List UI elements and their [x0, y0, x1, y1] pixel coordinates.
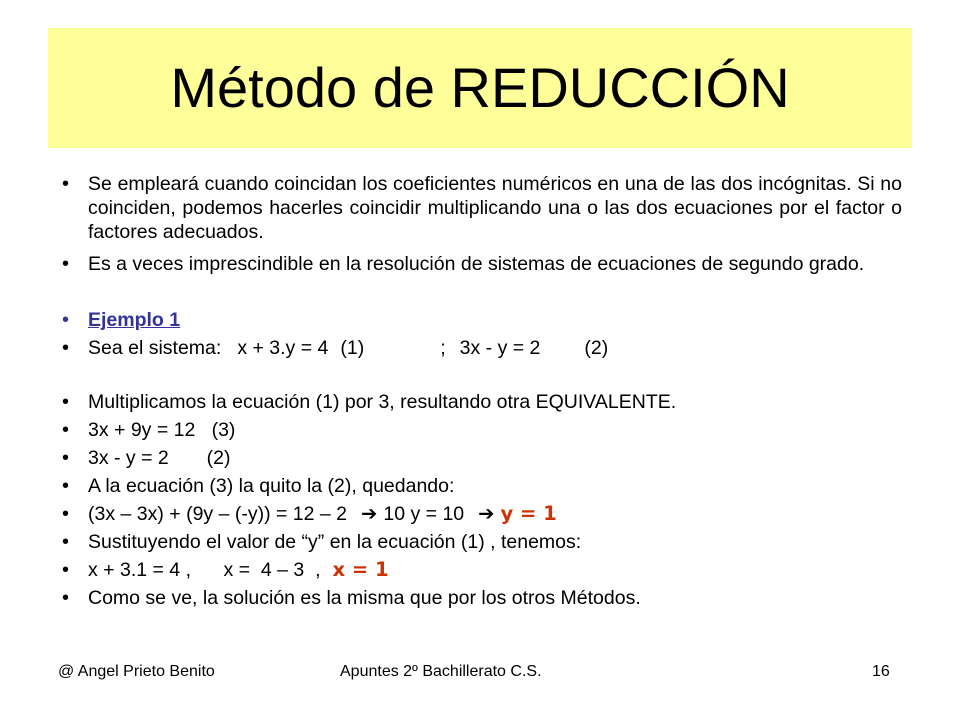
- footer-author: @ Angel Prieto Benito: [58, 663, 215, 680]
- slide-title: Método de REDUCCIÓN: [170, 56, 790, 119]
- equation-separator: ;: [440, 337, 446, 359]
- bullet-system: [60, 336, 902, 360]
- intermediate-equation: 10 y = 10: [383, 503, 465, 525]
- equation-1-tag: (1): [340, 337, 365, 359]
- bullet-multiply-step: • Multiplicamos la ecuación (1) por 3, resultando otra EQUIVALENTE.: [60, 390, 902, 414]
- x-computation-expression: x + 3.1 = 4 , x = 4 – 3 ,: [88, 559, 321, 581]
- right-arrow-icon: ➔: [361, 502, 378, 525]
- footer-course: Apuntes 2º Bachillerato C.S.: [340, 663, 542, 680]
- bullet-list: [60, 172, 902, 610]
- bullet-second-degree-note: • Es a veces imprescindible en la resolución de sistemas de ecuaciones de segundo grado.: [60, 252, 902, 276]
- example-1-link[interactable]: Ejemplo 1: [88, 309, 181, 331]
- bullet-equation-3: • 3x + 9y = 12 (3): [60, 418, 902, 442]
- bullet-substitution-step: • Sustituyendo el valor de “y” en la ecuación (1) , tenemos:: [60, 530, 902, 554]
- bullet-conclusion: • Como se ve, la solución es la misma que por los otros Métodos.: [60, 586, 902, 610]
- bullet-example-heading: [60, 308, 902, 332]
- equation-2: 3x - y = 2: [459, 337, 541, 359]
- subtraction-expression: (3x – 3x) + (9y – (-y)) = 12 – 2: [88, 503, 348, 525]
- bullet-x-computation: [60, 558, 902, 582]
- equation-2-tag: (2): [584, 337, 609, 359]
- system-label: Sea el sistema:: [88, 337, 222, 359]
- bullet-subtract-step: • A la ecuación (3) la quito la (2), quedando:: [60, 474, 902, 498]
- bullet-reduction-description: • Se empleará cuando coincidan los coeficientes numéricos en una de las dos incógnitas. Si no coinciden, podemos hacerles coincidir multiplicando una o las dos ecuaciones por el factor o factores adecuados.: [60, 172, 902, 244]
- equation-1: x + 3.y = 4: [237, 337, 329, 359]
- right-arrow-icon: ➔: [478, 502, 495, 525]
- bullet-equation-2: • 3x - y = 2 (2): [60, 446, 902, 470]
- footer-page-number: 16: [872, 663, 890, 680]
- bullet-subtraction-result: [60, 502, 902, 526]
- x-solution: x = 1: [332, 558, 389, 581]
- y-solution: y = 1: [500, 502, 557, 525]
